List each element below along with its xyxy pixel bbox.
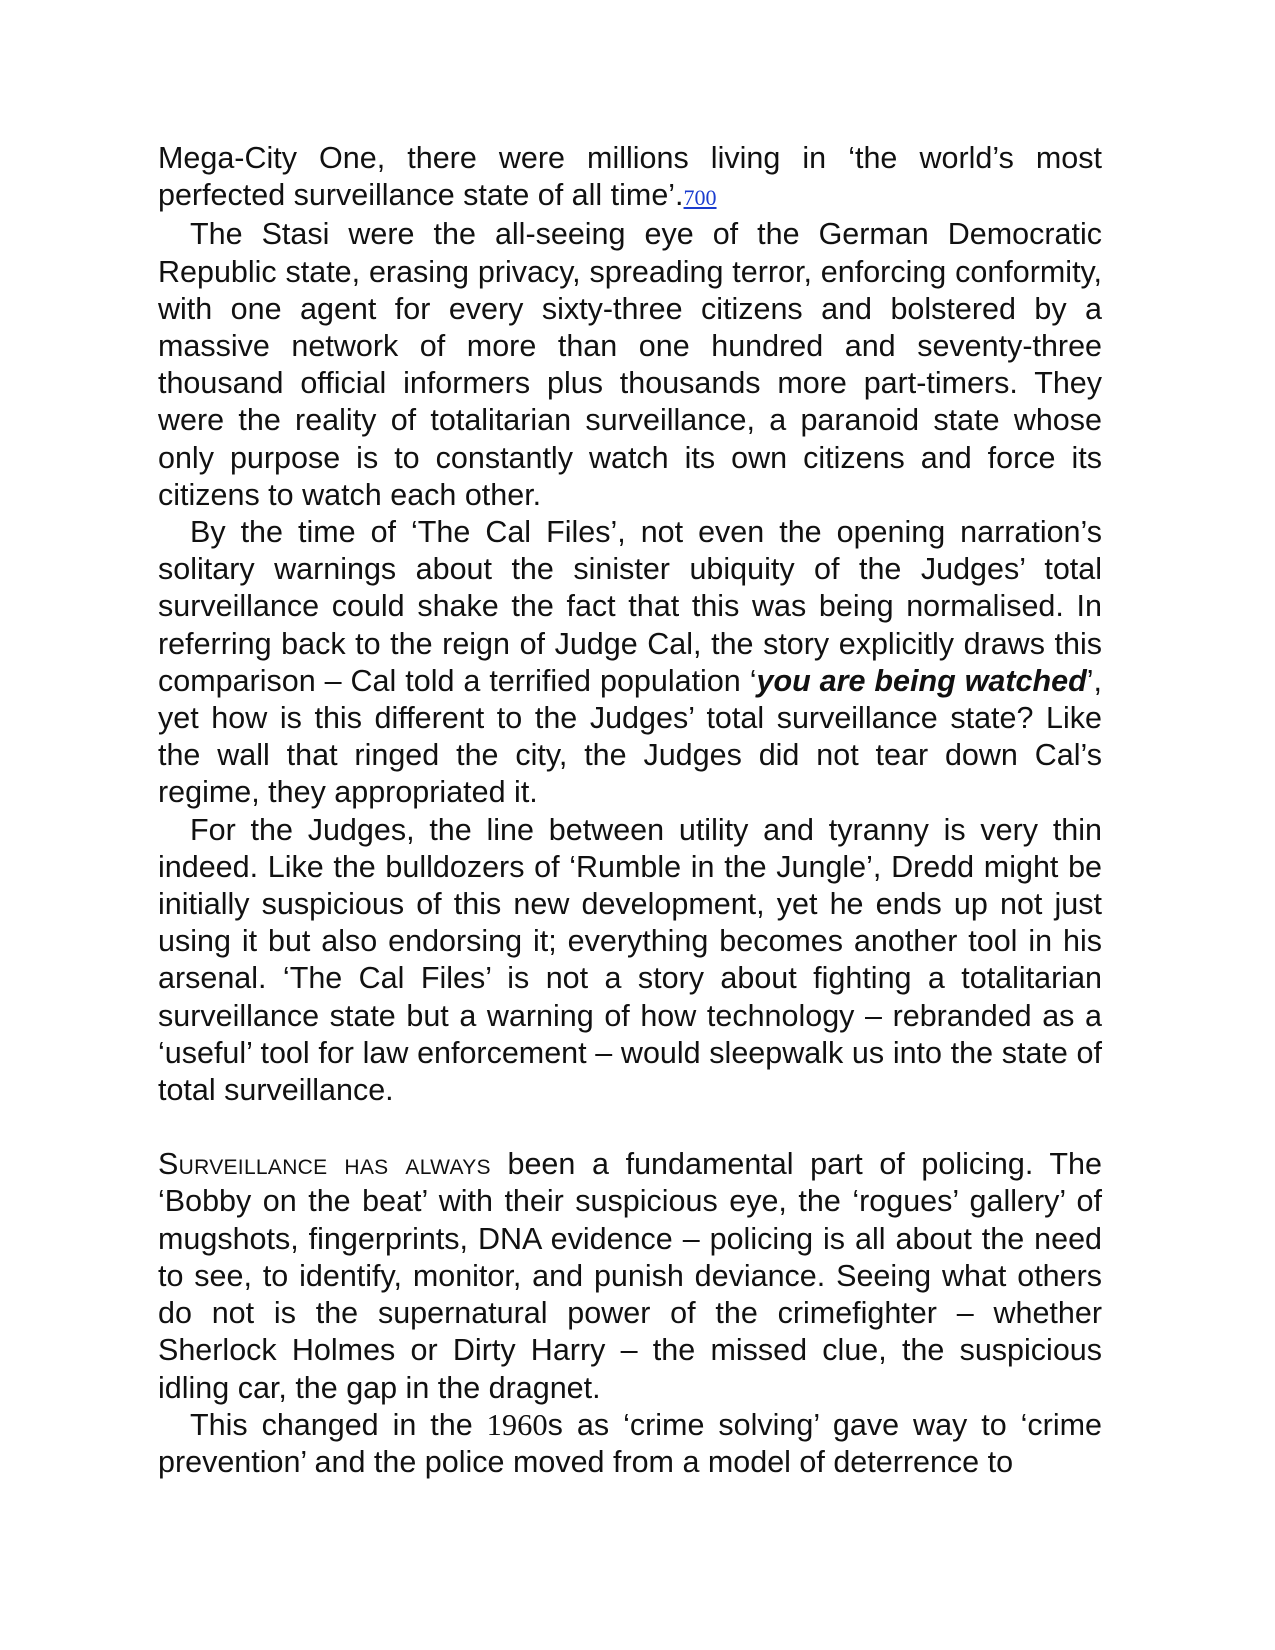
paragraph-1 (158, 140, 1102, 216)
paragraph-5 (158, 1146, 1102, 1406)
paragraph-6-decade: 1960 (486, 1407, 548, 1442)
paragraph-6-text-after: s as ‘crime solving’ gave way to ‘crime prevention’ and the police moved from a model of deterrence to (158, 1407, 1102, 1479)
paragraph-4: For the Judges, the line between utility and tyranny is very thin indeed. Like the bulldozers of ‘Rumble in the Jungle’, Dredd might be initially suspicious of this new development, yet he ends up not just using it but also endorsing it; everything becomes another tool in his arsenal. ‘The Cal Files’ is not a story about fighting a totalitarian surveillance state but a warning of how technology – rebranded as a ‘useful’ tool for law enforcement – would sleepwalk us into the state of total surveillance. (158, 812, 1102, 1108)
paragraph-3-text-after: ’, yet how is this different to the Judges’ total surveillance state? Like the wall that ringed the city, the Judges did not tear down Cal’s regime, they appropriated it. (158, 663, 1102, 810)
paragraph-6-text-before: This changed in the (190, 1407, 487, 1442)
paragraph-3-emphasis: you are being watched (756, 663, 1087, 698)
paragraph-1-text: Mega-City One, there were millions living in ‘the world’s most perfected surveillance state of all time’. (158, 141, 1102, 213)
paragraph-3-text-before: By the time of ‘The Cal Files’, not even the opening narration’s solitary warnings about the sinister ubiquity of the Judges’ total surveillance could shake the fact that this was being normalised. In referring back to the reign of Judge Cal, the story explicitly draws this comparison – Cal told a terrified population ‘ (158, 515, 1102, 698)
footnote-link-700[interactable]: 700 (683, 185, 717, 211)
section-lead-smallcaps: Surveillance has always (158, 1147, 491, 1182)
page-body (158, 140, 1102, 1481)
paragraph-2: The Stasi were the all-seeing eye of the German Democratic Republic state, erasing privacy, spreading terror, enforcing conformity, with one agent for every sixty-three citizens and bolstered by a massive network of more than one hundred and seventy-three thousand official informers plus thousands more part-timers. They were the reality of totalitarian surveillance, a paranoid state whose only purpose is to constantly watch its own citizens and force its citizens to watch each other. (158, 217, 1102, 512)
paragraph-5-text: been a fundamental part of policing. The ‘Bobby on the beat’ with their suspicious eye, the ‘rogues’ gallery’ of mugshots, fingerprints, DNA evidence – policing is all about the need to see, to identify, monitor, and punish deviance. Seeing what others do not is the supernatural power of the crimefighter – whether Sherlock Holmes or Dirty Harry – the missed clue, the suspicious idling car, the gap in the dragnet. (158, 1147, 1102, 1405)
paragraph-6 (158, 1407, 1102, 1481)
paragraph-3 (158, 514, 1102, 812)
